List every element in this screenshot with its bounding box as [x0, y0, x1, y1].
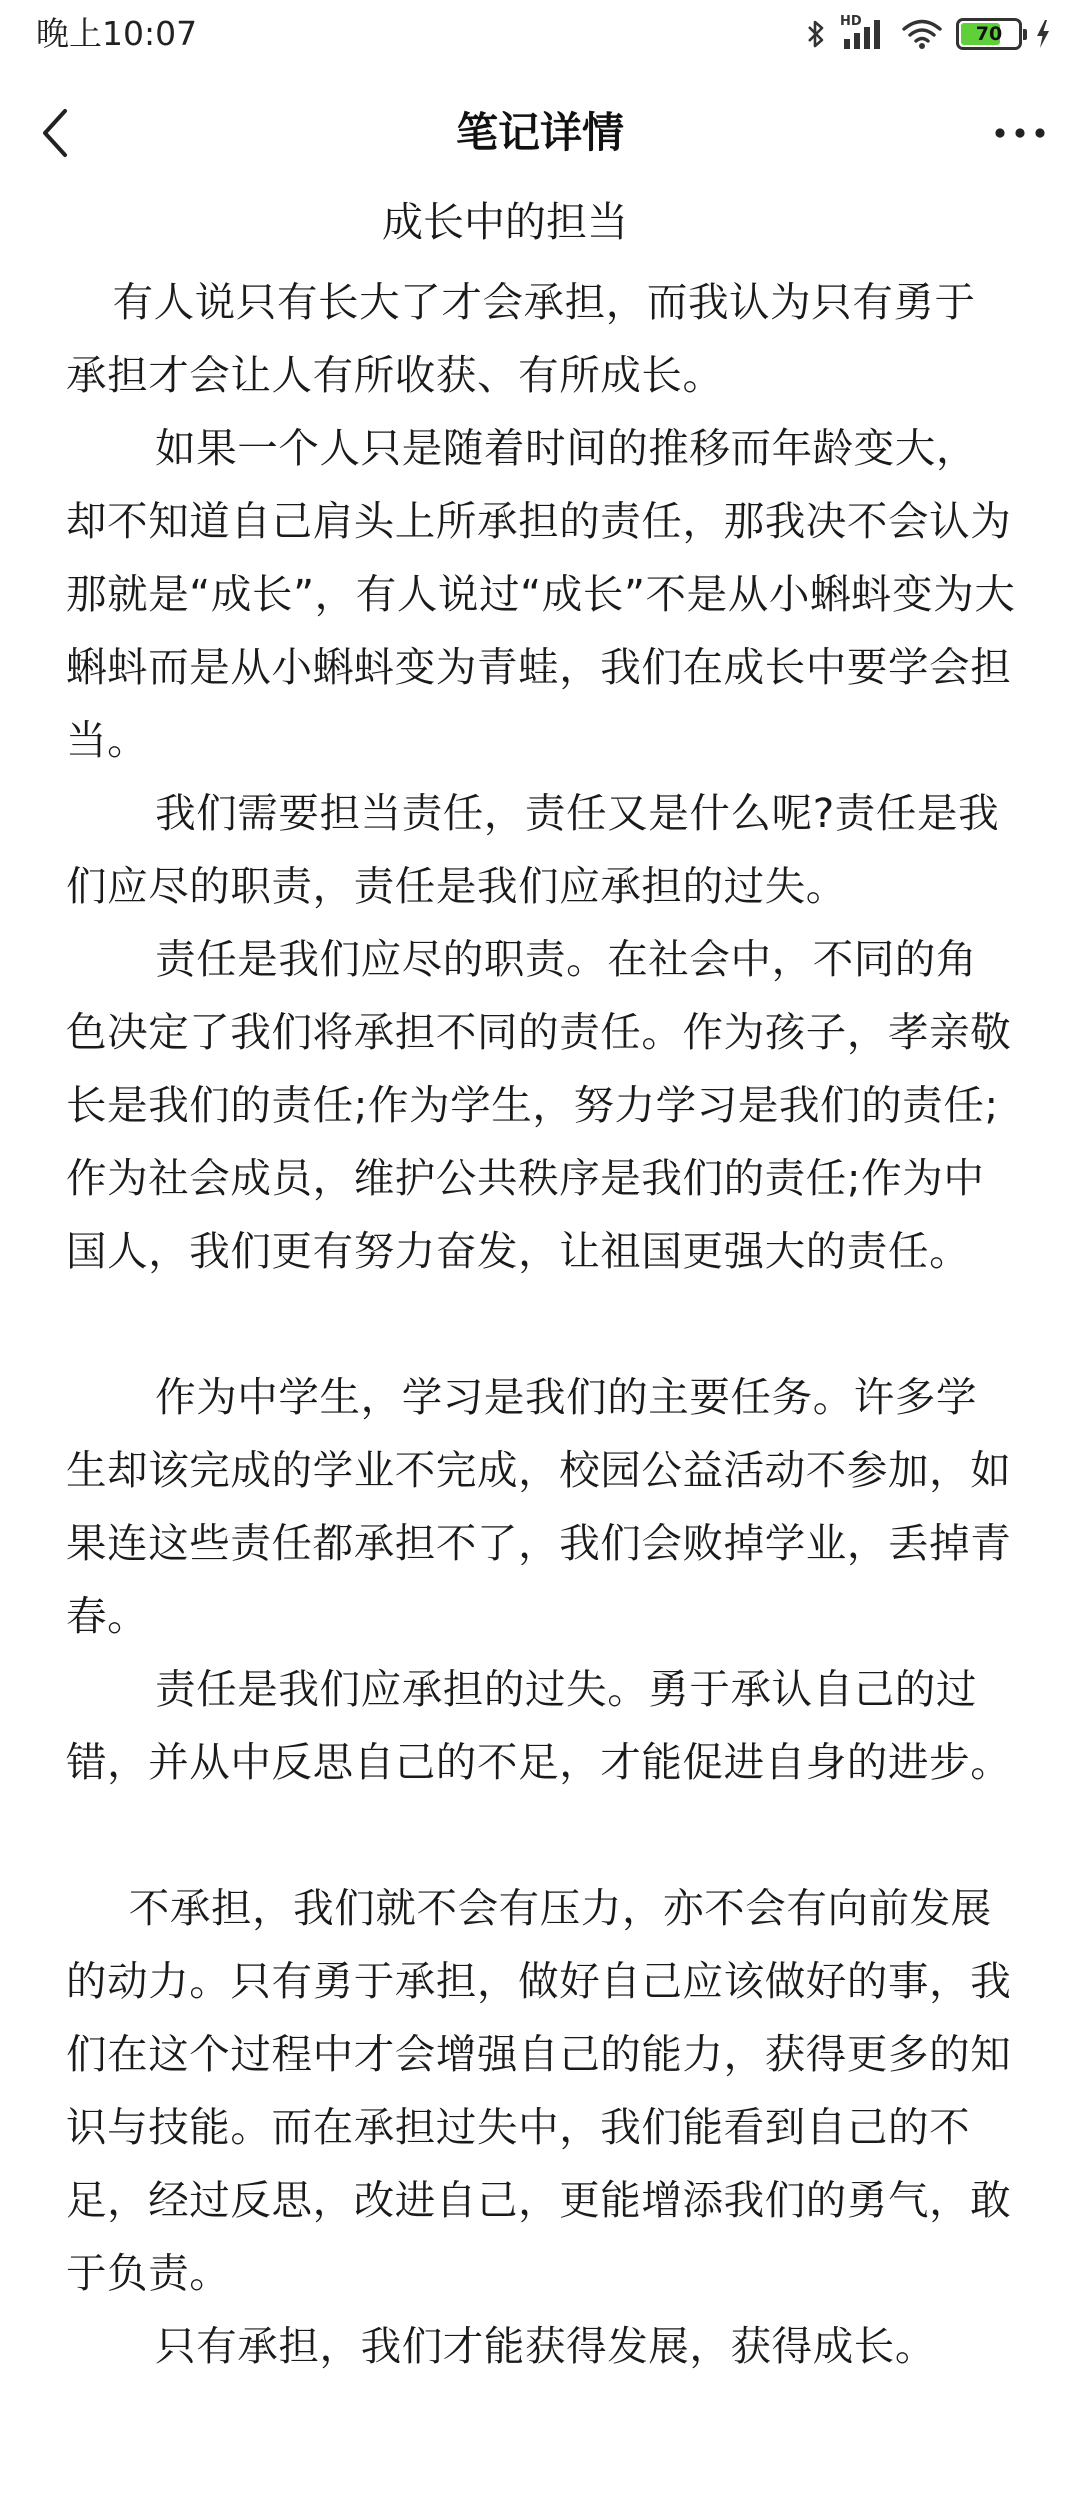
hd-label: HD [840, 14, 862, 29]
battery-icon [956, 18, 1022, 50]
hd-signal-icon [840, 14, 888, 51]
more-dots-icon [994, 127, 1046, 139]
wifi-icon [902, 18, 942, 50]
battery-tip [1023, 29, 1027, 40]
paragraph-5: 作为中学生，学习是我们的主要任务。许多学生却该完成的学业不完成，校园公益活动不参加，如果连这些责任都承担不了，我们会败掉学业，丢掉青春。 [66, 1373, 1012, 1640]
paragraph-4: 责任是我们应尽的职责。在社会中，不同的角色决定了我们将承担不同的责任。作为孩子，孝亲敬长是我们的责任;作为学生，努力学习是我们的责任;作为社会成员，维护公共秩序是我们的责任;作为中国人，我们更有努力奋发，让祖国更强大的责任。 [66, 935, 1012, 1275]
note-title: 成长中的担当 [382, 198, 628, 246]
paragraph-1: 有人说只有长大了才会承担，而我认为只有勇于承担才会让人有所收获、有所成长。 [66, 278, 976, 399]
charging-icon [1036, 19, 1050, 49]
paragraph-6: 责任是我们应承担的过失。勇于承认自己的过错，并从中反思自己的不足，才能促进自身的进步。 [66, 1665, 1012, 1786]
more-options-button[interactable] [980, 98, 1060, 168]
paragraph-2: 如果一个人只是随着时间的推移而年龄变大，却不知道自己肩头上所承担的责任，那我决不会认为那就是“成长”，有人说过“成长”不是从小蝌蚪变为大蝌蚪而是从小蝌蚪变为青蛙，我们在成长中要学会担当。 [66, 424, 1016, 764]
paragraph-8: 只有承担，我们才能获得发展，获得成长。 [155, 2322, 936, 2370]
page-title: 笔记详情 [455, 108, 624, 157]
status-icons [806, 14, 1050, 54]
paragraph-3: 我们需要担当责任，责任又是什么呢?责任是我们应尽的职责，责任是我们应承担的过失。 [66, 789, 1000, 910]
status-time: 晚上10:07 [36, 14, 198, 53]
bluetooth-icon [806, 18, 826, 50]
status-bar [0, 0, 1080, 72]
paragraph-7: 不承担，我们就不会有压力，亦不会有向前发展的动力。只有勇于承担，做好自己应该做好的事，我们在这个过程中才会增强自己的能力，获得更多的知识与技能。而在承担过失中，我们能看到自己的不足，经过反思，改进自己，更能增添我们的勇气，敢于负责。 [66, 1884, 1012, 2297]
battery-level: 70 [975, 23, 1003, 45]
nav-bar [0, 72, 1080, 192]
